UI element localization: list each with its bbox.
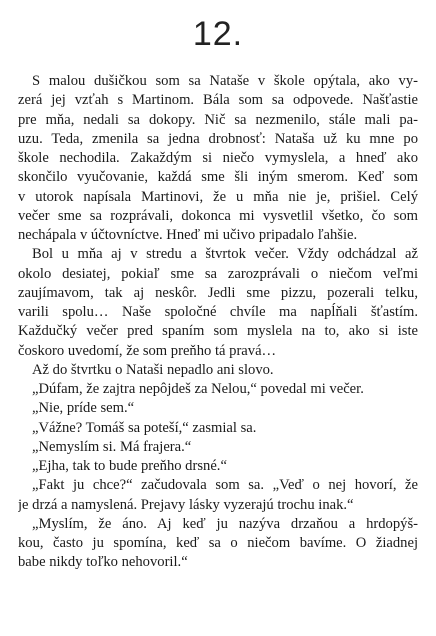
text-line: pre mňa, nedali sa dokopy. Nič sa nezmenilo, stále mali pa- <box>18 111 418 128</box>
text-line: Až do štvrtku o Nataši nepadlo ani slovo. <box>32 361 274 378</box>
text-line: okolo desiatej, pokiaľ sme sa zarozprávali o niečom veľmi <box>18 265 418 282</box>
text-line: večer sme sa rozprávali, dokonca mi vysvetlil všetko, čo som <box>18 207 418 224</box>
text-line: „Dúfam, že zajtra nepôjdeš za Nelou,“ povedal mi večer. <box>32 381 364 397</box>
text-line: je drzá a namyslená. Prejavy lásky vyzerajú trochu inak.“ <box>18 496 354 513</box>
text-line: Bol u mňa aj v stredu a štvrtok večer. Vždy odchádzal až <box>32 246 418 263</box>
text-line: „Ejha, tak to bude preňho drsné.“ <box>32 458 227 474</box>
text-line: „Vážne? Tomáš sa poteší,“ zasmial sa. <box>32 419 257 436</box>
chapter-body-text <box>18 72 418 573</box>
text-line: Každučký večer pred spaním som myslela na to, ako si iste <box>18 323 418 340</box>
text-line: varili spolu… Naše spoločné chvíle ma napĺňali šťastím. <box>18 304 418 320</box>
text-line: „Nie, príde sem.“ <box>32 400 135 417</box>
text-line: škole nechodila. Zakaždým si niečo vymyslela, a hneď ako <box>18 150 418 166</box>
text-line: „Fakt ju chce?“ začudovala som sa. „Veď o nej hovorí, že <box>32 477 418 494</box>
text-line: babe nikdy toľko nehovoril.“ <box>18 554 188 571</box>
text-line: „Nemyslím si. Má frajera.“ <box>32 438 192 455</box>
text-line: zaujímavom, tak aj neskôr. Jedli sme pizzu, pozerali telku, <box>18 284 418 301</box>
text-line: kou, často ju spomína, keď sa o niečom bavíme. O žiadnej <box>18 535 418 551</box>
text-line: v utorok napísala Martinovi, že u mňa nie je, prišiel. Celý <box>18 188 418 205</box>
text-line: čoskoro uvedomí, že som preňho tá pravá… <box>18 342 277 359</box>
chapter-number: 12. <box>192 15 244 53</box>
text-line: skončilo vyučovanie, každá sme šli iným smerom. Keď som <box>18 169 418 186</box>
text-line: „Myslím, že áno. Aj keď ju nazýva drzaňou a hrdopýš- <box>32 515 418 532</box>
text-line: S malou dušičkou som sa Nataše v škole opýtala, ako vy- <box>32 73 418 89</box>
text-line: nechápala v účtovníctve. Hneď mi učivo pripadalo ľahšie. <box>18 227 358 243</box>
text-line: zerá jej vzťah s Martinom. Bála som sa odpovede. Našťastie <box>18 92 418 109</box>
text-line: uzu. Teda, zmenila sa jedna drobnosť: Nataša už ku mne po <box>18 130 418 147</box>
